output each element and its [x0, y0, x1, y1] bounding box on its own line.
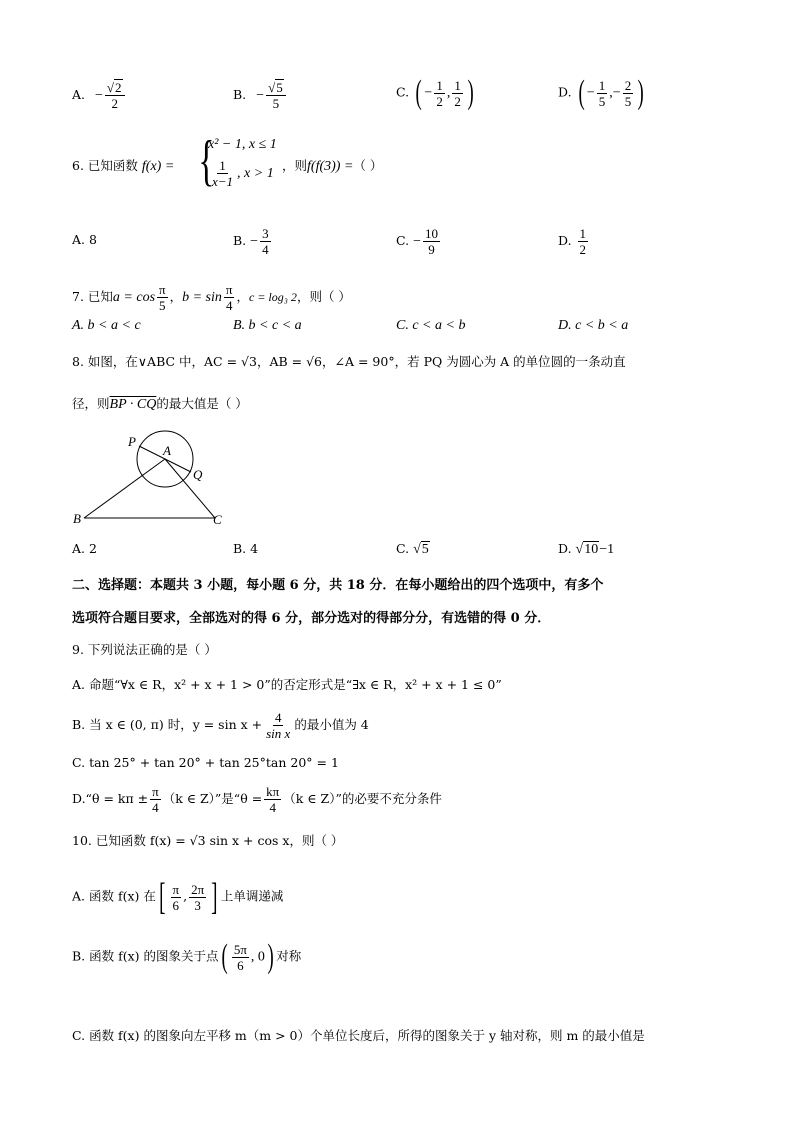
q10-option-c: C. 函数 f(x) 的图象向左平移 m（m > 0）个单位长度后，所得的图象关于 y 轴对称，则 m 的最小值是: [72, 1028, 645, 1043]
q8-stem-line2: 径，则BP · CQ的最大值是（ ）: [72, 396, 248, 412]
q9-option-d: D.“θ = kπ ± $\frac{\pi}{4}$ （k ∈ Z）”是“θ = $\frac{k\pi}{4}$ （k ∈ Z）”的必要不充分条件: [72, 784, 442, 815]
q9-option-c: C. tan 25° + tan 20° + tan 25°tan 20° = 1: [72, 755, 339, 770]
q7-option-a: A. b < a < c: [72, 318, 141, 333]
q6-case1: x² − 1, x ≤ 1: [208, 137, 277, 152]
q6-ask: ，则f(f(3)) =（ ）: [282, 158, 383, 174]
q6-option-b: B. − $\frac{3}{4}$: [233, 226, 269, 257]
q9-stem: 9. 下列说法正确的是（ ）: [72, 642, 217, 657]
q5-option-b: B. − $\frac{√5}{5}$: [233, 80, 288, 111]
q8-option-a: A. 2: [72, 541, 97, 556]
label-a: A: [163, 443, 171, 458]
q6-case2: $\frac{1}{x-1}$ , x > 1: [212, 158, 274, 189]
q8-option-d: D. √10−1: [558, 541, 615, 557]
q6-stem: 6. 已知函数 f(x) =: [72, 158, 175, 174]
q6-option-c: C. − $\frac{10}{9}$: [396, 226, 438, 257]
label-p: P: [128, 434, 136, 449]
section2-heading-line1: 二、选择题：本题共 3 小题，每小题 6 分，共 18 分．在每小题给出的四个选项中，有多个: [72, 578, 604, 593]
q9-option-b: B. 当 x ∈ (0, π) 时，y = sin x + $\frac{4}{\text{sin x}}$ 的最小值为 4: [72, 710, 369, 741]
q7-option-d: D. c < b < a: [558, 318, 629, 333]
segment-ac: [165, 459, 215, 518]
section2-heading-line2: 选项符合题目要求，全部选对的得 6 分，部分选对的得部分分，有选错的得 0 分．: [72, 611, 551, 626]
q7-stem: 7. 已知a = cos $\frac{\pi}{5}$ ，b = sin $\frac{\pi}{4}$ ，c = log₃ 2，则（ ）: [72, 282, 351, 313]
q8-option-b: B. 4: [233, 541, 259, 556]
q10-option-b: B. 函数 f(x) 的图象关于点( $\frac{5\pi}{6}$ , 0) 对称: [72, 938, 302, 975]
q8-option-c: C. √5: [396, 541, 429, 557]
q7-option-c: C. c < a < b: [396, 318, 466, 333]
q5-option-d: D. ( − $\frac{1}{5}$ ,− $\frac{2}{5}$ ): [558, 74, 644, 111]
q8-figure: [70, 428, 240, 528]
q5-option-a: A. − $\frac{√2}{2}$: [72, 80, 127, 111]
q7-option-b: B. b < c < a: [233, 318, 302, 333]
q10-stem: 10. 已知函数 f(x) = √3 sin x + cos x，则（ ）: [72, 833, 344, 848]
segment-ab: [84, 459, 165, 518]
q6-option-d: D. $\frac{1}{2}$: [558, 226, 587, 257]
q5-option-c: C. ( − $\frac{1}{2}$ , $\frac{1}{2}$ ): [396, 74, 474, 111]
q6-option-a: A. 8: [72, 232, 97, 247]
label-c: C: [213, 512, 222, 527]
q6-piecewise-brace: {: [198, 130, 215, 192]
q9-option-a: A. 命题“∀x ∈ R，x² + x + 1 > 0”的否定形式是“∃x ∈ R，x² + x + 1 ≤ 0”: [72, 677, 502, 692]
q8-stem-line1: 8. 如图，在∨ABC 中，AC = √3，AB = √6，∠A = 90°，若 PQ 为圆心为 A 的单位圆的一条动直: [72, 354, 626, 369]
label-b: B: [73, 511, 81, 526]
label-q: Q: [193, 467, 203, 482]
q10-option-a: A. 函数 f(x) 在[ $\frac{\pi}{6}$ , $\frac{2\pi}{3}$ ] 上单调递减: [72, 876, 284, 918]
